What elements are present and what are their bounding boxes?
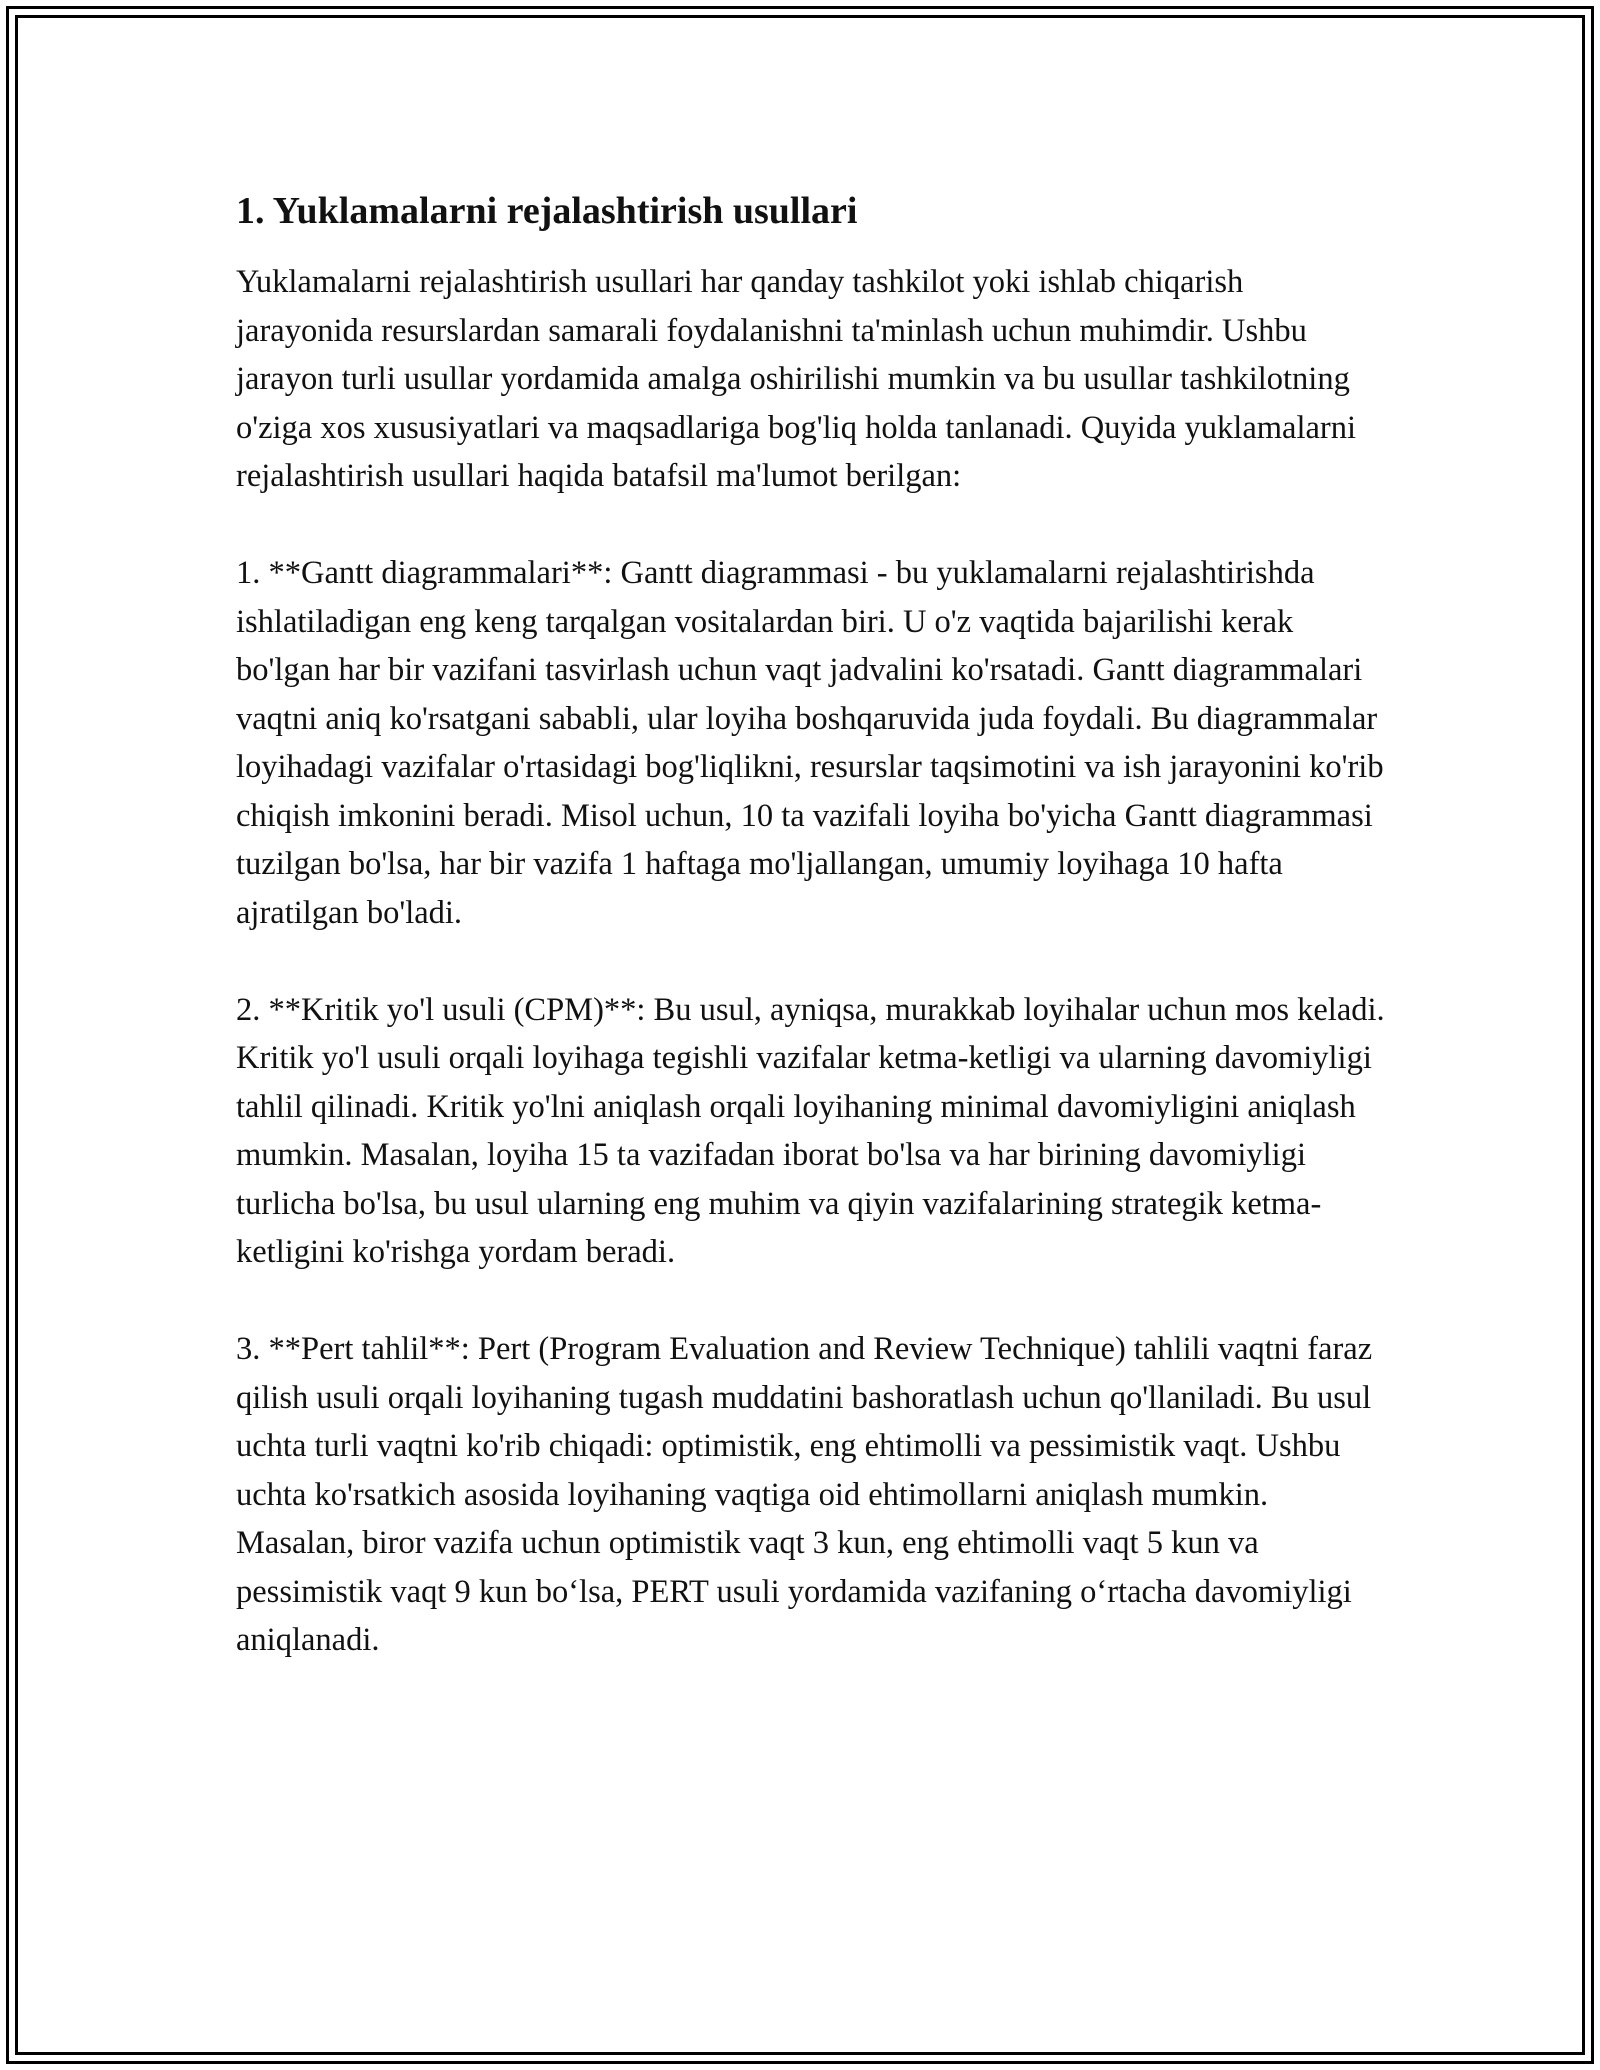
page-title: 1. Yuklamalarni rejalashtirish usullari (236, 190, 858, 232)
intro-paragraph: Yuklamalarni rejalashtirish usullari har qanday tashkilot yoki ishlab chiqarish jarayonida resurslardan samarali foydalanishni ta'minlash uchun muhimdir. Ushbu jarayon turli usullar yordamida amalga oshirilishi mumkin va bu usullar tashkilotning o'ziga xos xususiyatlari va maqsadlariga bog'liq holda tanlanadi. Quyida yuklamalarni rejalashtirish usullari haqida batafsil ma'lumot berilgan: (236, 264, 1357, 494)
pert-paragraph: 3. **Pert tahlil**: Pert (Program Evaluation and Review Technique) tahlili vaqtni faraz qilish usuli orqali loyihaning tugash muddatini bashoratlash uchun qo'llaniladi. Bu usul uchta turli vaqtni ko'rib chiqadi: optimistik, eng ehtimolli va pessimistik vaqt. Ushbu uchta ko'rsatkich asosida loyihaning vaqtiga oid ehtimollarni aniqlash mumkin. Masalan, biror vazifa uchun optimistik vaqt 3 kun, eng ehtimolli vaqt 5 kun va pessimistik vaqt 9 kun bo‘lsa, PERT usuli yordamida vazifaning o‘rtacha davomiyligi aniqlanadi. (236, 1331, 1373, 1658)
gantt-paragraph: 1. **Gantt diagrammalari**: Gantt diagrammasi - bu yuklamalarni rejalashtirishda ishlatiladigan eng keng tarqalgan vositalardan biri. U o'z vaqtida bajarilishi kerak bo'lgan har bir vazifani tasvirlash uchun vaqt jadvalini ko'rsatadi. Gantt diagrammalari vaqtni aniq ko'rsatgani sababli, ular loyiha boshqaruvida juda foydali. Bu diagrammalar loyihadagi vazifalar o'rtasidagi bog'liqlikni, resurslar taqsimotini va ish jarayonini ko'rib chiqish imkonini beradi. Misol uchun, 10 ta vazifali loyiha bo'yicha Gantt diagrammasi tuzilgan bo'lsa, har bir vazifa 1 haftaga mo'ljallangan, umumiy loyihaga 10 hafta ajratilgan bo'ladi. (236, 555, 1384, 931)
document-body (236, 186, 1386, 1665)
cpm-paragraph: 2. **Kritik yo'l usuli (CPM)**: Bu usul, ayniqsa, murakkab loyihalar uchun mos keladi. Kritik yo'l usuli orqali loyihaga tegishli vazifalar ketma-ketligi va ularning davomiyligi tahlil qilinadi. Kritik yo'lni aniqlash orqali loyihaning minimal davomiyligini aniqlash mumkin. Masalan, loyiha 15 ta vazifadan iborat bo'lsa va har birining davomiyligi turlicha bo'lsa, bu usul ularning eng muhim va qiyin vazifalarining strategik ketma-ketligini ko'rishga yordam beradi. (236, 991, 1385, 1270)
paragraph-spacer (236, 501, 1386, 550)
paragraph-spacer (236, 1277, 1386, 1326)
paragraph-spacer (236, 937, 1386, 986)
